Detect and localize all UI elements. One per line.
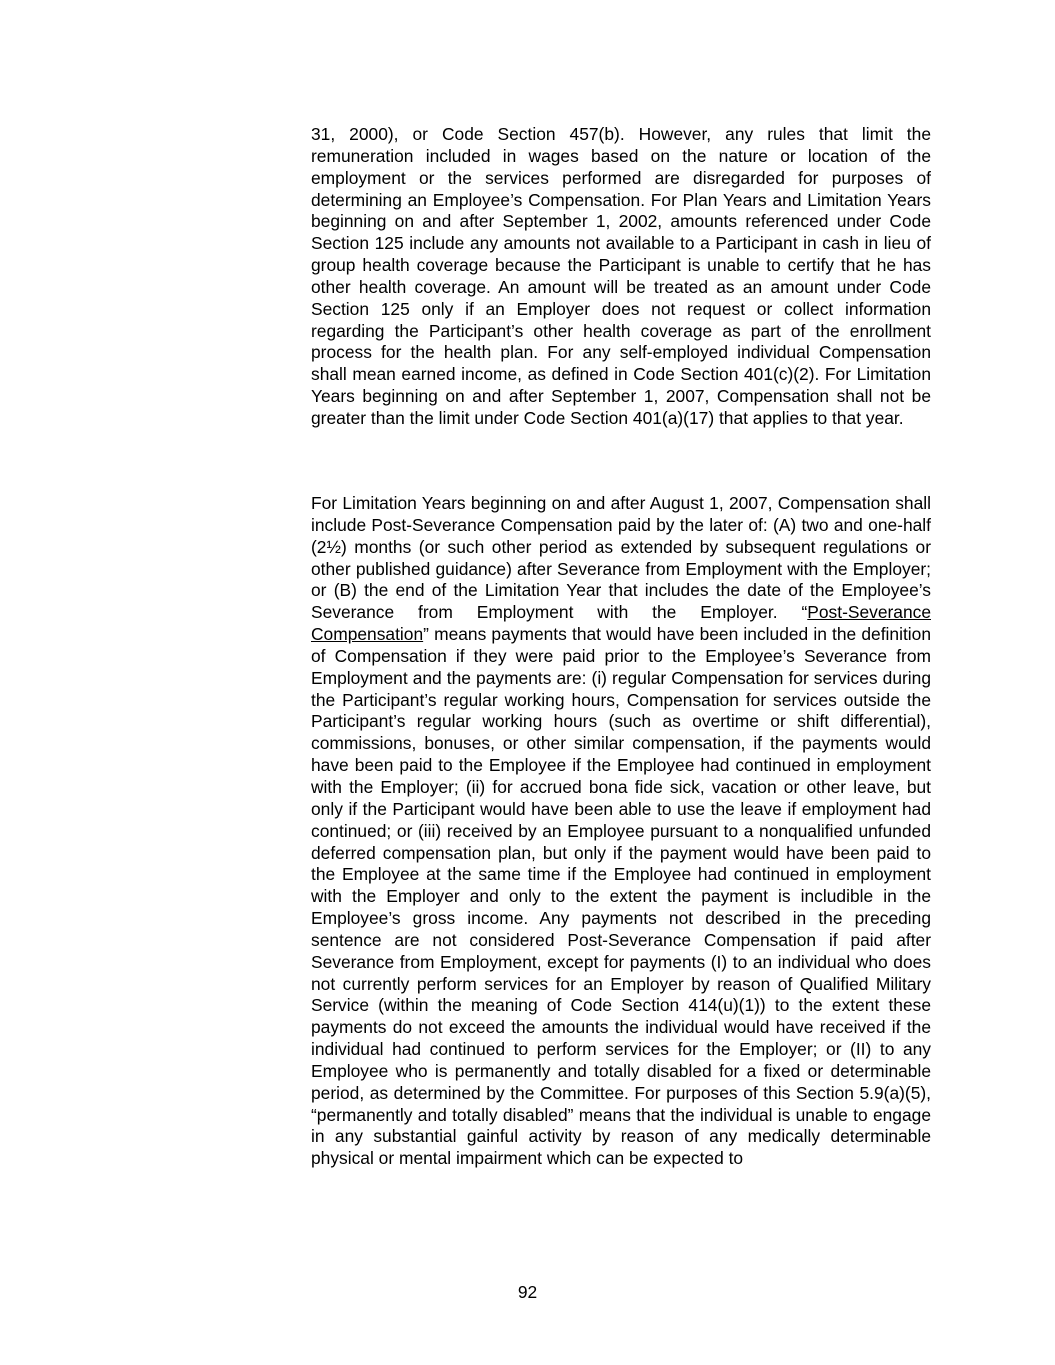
paragraph-text-body: ” means payments that would have been included in the definition of Compensation if they were paid prior to the Employee’s Severance from Employment and the payments are: (i) regular Compensation for services during the Participant’s regular working hours, Compensation for services outside the Participant’s regular working hours (such as overtime or shift differential), commissions, bonuses, or other similar compensation, if the payments would have been paid to the Employee if the Employee had continued in employment with the Employer; (ii) for accrued bona fide sick, vacation or other leave, but only if the Participant would have been able to use the leave if employment had continued; or (iii) received by an Employee pursuant to a nonqualified unfunded deferred compensation plan, but only if the payment would have been paid to the Employee at the same time if the Employee had continued in employment with the Employer and only to the extent the payment is includible in the Employee’s gross income. Any payments not described in the preceding sentence are not considered Post-Severance Compensation if paid after Severance from Employment, except for payments (I) to an individual who does not currently perform services for an Employer by reason of Qualified Military Service (within the meaning of Code Section 414(u)(1)) to the extent these payments do not exceed the amounts the individual would have received if the individual had continued to perform services for the Employer; or (II) to any Employee who is permanently and totally disabled for a fixed or determinable period, as determined by the Committee. For purposes of this Section 5.9(a)(5), “permanently and totally disabled” means that the individual is unable to engage in any substantial gainful activity by reason of any medically determinable physical or mental impairment which can be expected to (311, 624, 931, 1169)
defined-term: Post-Severance Compensation (311, 602, 931, 645)
paragraph-text: 31, 2000), or Code Section 457(b). However, any rules that limit the remuneration included in wages based on the nature or location of the employment or the services performed are disregarded for purposes of determining an Employee’s Compensation. For Plan Years and Limitation Years beginning on and after September 1, 2002, amounts referenced under Code Section 125 include any amounts not available to a Participant in cash in lieu of group health coverage because the Participant is unable to certify that he has other health coverage. An amount will be treated as an amount under Code Section 125 only if an Employer does not request or collect information regarding the Participant’s other health coverage as part of the enrollment process for the health plan. For any self-employed individual Compensation shall mean earned income, as defined in Code Section 401(c)(2). For Limitation Years beginning on and after September 1, 2007, Compensation shall not be greater than the limit under Code Section 401(a)(17) that applies to that year. (311, 124, 931, 428)
page-number: 92 (517, 1282, 538, 1302)
paragraph-text (311, 493, 931, 1170)
paragraph-post-severance-compensation (311, 493, 931, 1170)
paragraph-compensation-exclusions (311, 124, 931, 430)
paragraph-text-lead: For Limitation Years beginning on and after August 1, 2007, Compensation shall include Post-Severance Compensation paid by the later of: (A) two and one-half (2½) months (or such other period as extended by subsequent regulations or other published guidance) after Severance from Employment with the Employer; or (B) the end of the Limitation Year that includes the date of the Employee’s Severance from Employment with the Employer. “ (311, 493, 931, 623)
